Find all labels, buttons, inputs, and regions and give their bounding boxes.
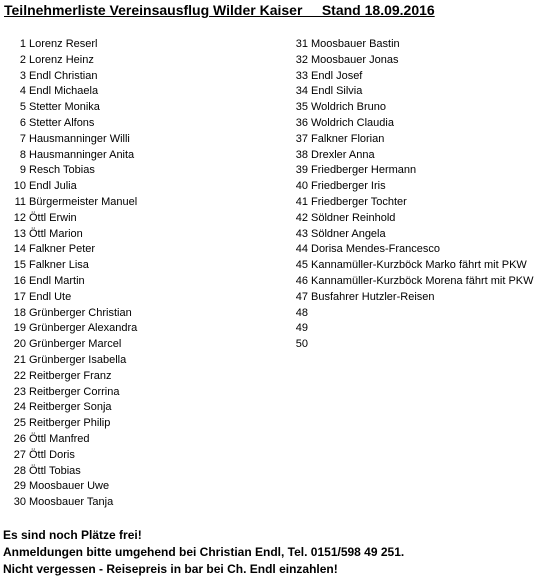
participant-row [286,116,534,132]
participant-row [2,258,292,274]
participant-name: Söldner Reinhold [311,211,396,224]
page-title: Teilnehmerliste Vereinsausflug Wilder Kaiser Stand 18.09.2016 [4,2,435,18]
participant-name: Grünberger Christian [29,306,132,319]
participant-number: 1 [19,38,26,50]
participant-number: 37 [295,132,308,145]
participant-number: 13 [13,227,26,240]
participant-number: 20 [13,338,26,351]
participant-row [2,37,292,53]
participant-row [286,84,534,100]
participant-name: Busfahrer Hutzler-Reisen [311,290,435,303]
participant-row [2,448,292,464]
participant-row [286,53,534,69]
participant-name: Lorenz Heinz [29,53,94,66]
participant-number: 16 [13,274,26,287]
participant-number: 39 [295,164,308,177]
participant-name: Endl Josef [311,69,363,82]
participant-row [2,100,292,116]
participant-number: 32 [295,53,308,66]
participant-number: 31 [295,38,308,50]
participant-name: Stetter Monika [29,101,100,114]
participant-row [2,432,292,448]
participant-number: 10 [13,180,26,193]
participant-row [286,242,534,258]
participant-name: Endl Christian [29,69,98,82]
participant-number: 38 [295,148,308,161]
participant-row [2,385,292,401]
participant-name: Moosbauer Tanja [29,496,114,509]
participant-row [286,37,534,53]
participant-row [2,242,292,258]
participant-number: 35 [295,101,308,114]
footer-line-registration: Anmeldungen bitte umgehend bei Christian Endl, Tel. 0151/598 49 251. [3,545,405,559]
participant-number: 9 [19,164,26,177]
participant-name: Öttl Doris [29,448,75,461]
participant-row [2,479,292,495]
participant-number: 33 [295,69,308,82]
participant-name: Grünberger Marcel [29,338,122,351]
participant-row [286,100,534,116]
participant-list-right [286,37,534,353]
participant-name: Friedberger Hermann [311,164,417,177]
participant-name: Falkner Lisa [29,259,89,272]
footer-notes [3,527,404,578]
participant-number: 41 [295,195,308,208]
participant-number: 29 [13,480,26,493]
participant-name: Resch Tobias [29,164,95,177]
participant-name: Stetter Alfons [29,116,95,129]
participant-row [2,369,292,385]
participant-number: 44 [295,243,308,256]
participant-name: Drexler Anna [311,148,375,161]
participant-row [2,321,292,337]
participant-number: 27 [13,448,26,461]
participant-row [2,337,292,353]
participant-name: Moosbauer Uwe [29,480,110,493]
participant-name: Öttl Erwin [29,211,77,224]
participant-number: 15 [13,259,26,272]
participant-number: 2 [19,53,26,66]
participant-row [2,53,292,69]
participant-name: Endl Martin [29,274,85,287]
participant-number: 22 [13,369,26,382]
participant-row [2,464,292,480]
participant-name: Endl Michaela [29,85,99,98]
participant-name: Moosbauer Jonas [311,53,399,66]
participant-name: Woldrich Bruno [311,101,386,114]
participant-number: 5 [19,101,26,114]
participant-name: Bürgermeister Manuel [29,195,138,208]
participant-number: 7 [19,132,26,145]
participant-row [2,148,292,164]
participant-row [286,211,534,227]
participant-row [2,116,292,132]
participant-number: 4 [19,85,26,98]
participant-name: Falkner Florian [311,132,385,145]
participant-row [286,132,534,148]
participant-number: 49 [295,322,308,335]
participant-name: Dorisa Mendes-Francesco [311,243,440,256]
participant-name: Reitberger Corrina [29,385,120,398]
participant-row [2,400,292,416]
participant-name: Grünberger Isabella [29,353,127,366]
participant-row [286,179,534,195]
participant-number: 42 [295,211,308,224]
participant-number: 6 [19,116,26,129]
participant-number: 3 [19,69,26,82]
participant-row [2,290,292,306]
participant-row [2,353,292,369]
participant-row [2,69,292,85]
participant-name: Reitberger Sonja [29,401,112,414]
participant-row [2,163,292,179]
participant-row [2,84,292,100]
participant-number: 36 [295,116,308,129]
participant-row [2,227,292,243]
participant-row [2,306,292,322]
participant-row [286,69,534,85]
participant-name: Grünberger Alexandra [29,322,138,335]
participant-name: Kannamüller-Kurzböck Morena fährt mit PKW [311,274,534,287]
participant-number: 18 [13,306,26,319]
participant-row [286,163,534,179]
participant-row [2,195,292,211]
participant-list-left [2,37,292,511]
participant-number: 26 [13,432,26,445]
participant-name: Lorenz Reserl [29,38,98,50]
participant-number: 23 [13,385,26,398]
participant-name: Endl Silvia [311,85,363,98]
participant-number: 45 [295,259,308,272]
participant-number: 8 [19,148,26,161]
participant-row [286,274,534,290]
participant-name: Friedberger Iris [311,180,386,193]
participant-row [286,306,534,322]
participant-number: 47 [295,290,308,303]
participant-name: Öttl Marion [29,227,83,240]
participant-number: 48 [295,306,308,319]
participant-number: 24 [13,401,26,414]
participant-name: Falkner Peter [29,243,96,256]
participant-row [2,274,292,290]
participant-name: Kannamüller-Kurzböck Marko fährt mit PKW [311,259,527,272]
participant-number: 14 [13,243,26,256]
participant-number: 30 [13,496,26,509]
participant-row [2,211,292,227]
participant-name: Reitberger Philip [29,417,111,430]
participant-number: 34 [295,85,308,98]
participant-number: 25 [13,417,26,430]
footer-line-places-free: Es sind noch Plätze frei! [3,528,142,542]
participant-number: 11 [14,195,26,208]
participant-name: Endl Ute [29,290,72,303]
participant-name: Endl Julia [29,180,77,193]
participant-row [286,290,534,306]
participant-name: Hausmanninger Willi [29,132,130,145]
participant-row [286,321,534,337]
participant-row [286,227,534,243]
participant-name: Söldner Angela [311,227,386,240]
participant-row [2,179,292,195]
participant-row [286,148,534,164]
participant-number: 40 [295,180,308,193]
participant-name: Moosbauer Bastin [311,38,400,50]
participant-number: 43 [295,227,308,240]
participant-name: Friedberger Tochter [311,195,407,208]
participant-row [286,195,534,211]
participant-name: Öttl Manfred [29,432,90,445]
participant-row [286,258,534,274]
participant-number: 50 [295,338,308,351]
participant-number: 17 [13,290,26,303]
participant-name: Öttl Tobias [29,464,81,477]
participant-name: Reitberger Franz [29,369,112,382]
participant-number: 21 [13,353,26,366]
participant-number: 12 [13,211,26,224]
participant-number: 28 [13,464,26,477]
participant-row [2,132,292,148]
participant-number: 46 [295,274,308,287]
participant-row [2,495,292,511]
participant-number: 19 [13,322,26,335]
footer-line-payment: Nicht vergessen - Reisepreis in bar bei Ch. Endl einzahlen! [3,562,338,576]
participant-row [2,416,292,432]
participant-name: Woldrich Claudia [311,116,394,129]
participant-row [286,337,534,353]
participant-name: Hausmanninger Anita [29,148,135,161]
